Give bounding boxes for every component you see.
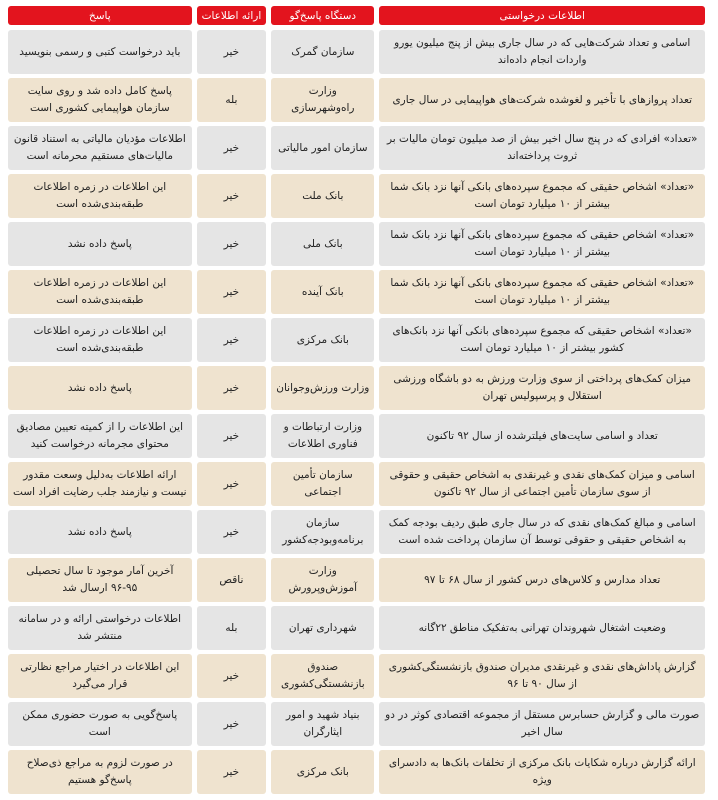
info-provided-cell: خیر (197, 126, 267, 170)
info-provided-cell: خیر (197, 174, 267, 218)
responding-body-cell: وزارت راه‌وشهرسازی (271, 78, 374, 122)
requested-info-cell: ارائه گزارش درباره شکایات بانک مرکزی از تخلفات بانک‌ها به دادسرای ویژه (379, 750, 705, 794)
info-provided-cell: خیر (197, 654, 267, 698)
info-provided-cell: ناقص (197, 558, 267, 602)
answer-cell: پاسخ داده نشد (8, 366, 192, 410)
responding-body-cell: سازمان تأمین اجتماعی (271, 462, 374, 506)
answer-cell: باید درخواست کتبی و رسمی بنویسید (8, 30, 192, 74)
requested-info-cell: «تعداد» افرادی که در پنج سال اخیر بیش از صد میلیون تومان مالیات بر ثروت پرداخته‌اند (379, 126, 705, 170)
info-provided-cell: بله (197, 78, 267, 122)
responding-body-cell: بانک مرکزی (271, 750, 374, 794)
info-provided-cell: خیر (197, 30, 267, 74)
info-provided-cell: خیر (197, 366, 267, 410)
info-provided-cell: خیر (197, 750, 267, 794)
table-row (8, 30, 705, 74)
table-row (8, 750, 705, 794)
answer-cell: اطلاعات درخواستی ارائه و در سامانه منتشر شد (8, 606, 192, 650)
answer-cell: در صورت لزوم به مراجع ذی‌صلاح پاسخ‌گو هستیم (8, 750, 192, 794)
responding-body-cell: بانک مرکزی (271, 318, 374, 362)
responding-body-cell: بانک آینده (271, 270, 374, 314)
table-header (8, 6, 705, 25)
responding-body-cell: شهرداری تهران (271, 606, 374, 650)
table-row (8, 174, 705, 218)
table-row (8, 510, 705, 554)
requested-info-cell: اسامی و مبالغ کمک‌های نقدی که در سال جاری طبق ردیف بودجه کمک به اشخاص حقیقی و حقوقی توسط آن سازمان پرداخت شده است (379, 510, 705, 554)
info-provided-cell: خیر (197, 414, 267, 458)
answer-cell: ارائه اطلاعات به‌دلیل وسعت مقدور نیست و نیازمند جلب رضایت افراد است (8, 462, 192, 506)
info-provided-cell: خیر (197, 702, 267, 746)
responding-body-cell: وزارت ورزش‌وجوانان (271, 366, 374, 410)
table-row (8, 414, 705, 458)
requested-info-cell: تعداد پروازهای با تأخیر و لغوشده شرکت‌های هواپیمایی در سال جاری (379, 78, 705, 122)
info-provided-cell: خیر (197, 222, 267, 266)
info-provided-cell: بله (197, 606, 267, 650)
responding-body-cell: سازمان گمرک (271, 30, 374, 74)
answer-cell: این اطلاعات در اختیار مراجع نظارتی قرار می‌گیرد (8, 654, 192, 698)
responding-body-cell: بانک ملت (271, 174, 374, 218)
table-row (8, 78, 705, 122)
requested-info-cell: وضعیت اشتغال شهروندان تهرانی به‌تفکیک مناطق ۲۲گانه (379, 606, 705, 650)
answer-cell: پاسخ کامل داده شد و روی سایت سازمان هواپیمایی کشوری است (8, 78, 192, 122)
info-provided-cell: خیر (197, 270, 267, 314)
answer-cell: این اطلاعات در زمره اطلاعات طبقه‌بندی‌شده است (8, 270, 192, 314)
table-row (8, 270, 705, 314)
table-row (8, 702, 705, 746)
answer-cell: این اطلاعات در زمره اطلاعات طبقه‌بندی‌شده است (8, 318, 192, 362)
table-row (8, 126, 705, 170)
requested-info-cell: صورت مالی و گزارش حسابرس مستقل از مجموعه اقتصادی کوثر در دو سال اخیر (379, 702, 705, 746)
table-row (8, 606, 705, 650)
responding-body-cell: وزارت آموزش‌وپرورش (271, 558, 374, 602)
requested-info-cell: تعداد و اسامی سایت‌های فیلترشده از سال ۹۲ تاکنون (379, 414, 705, 458)
header-info-provided: ارائه اطلاعات (197, 6, 266, 25)
responding-body-cell: صندوق بازنشستگی‌کشوری (271, 654, 374, 698)
requested-info-cell: «تعداد» اشخاص حقیقی که مجموع سپرده‌های بانکی آنها نزد بانک‌های کشور بیشتر از ۱۰ میلیارد تومان است (379, 318, 705, 362)
table-row (8, 318, 705, 362)
table-row (8, 558, 705, 602)
responding-body-cell: سازمان برنامه‌وبودجه‌کشور (271, 510, 374, 554)
requested-info-cell: میزان کمک‌های پرداختی از سوی وزارت ورزش به دو باشگاه ورزشی استقلال و پرسپولیس تهران (379, 366, 705, 410)
answer-cell: پاسخ داده نشد (8, 222, 192, 266)
table-row (8, 462, 705, 506)
responding-body-cell: سازمان امور مالیاتی (271, 126, 374, 170)
requested-info-cell: «تعداد» اشخاص حقیقی که مجموع سپرده‌های بانکی آنها نزد بانک شما بیشتر از ۱۰ میلیارد تومان است (379, 174, 705, 218)
answer-cell: این اطلاعات را از کمیته تعیین مصادیق محتوای مجرمانه درخواست کنید (8, 414, 192, 458)
answer-cell: آخرین آمار موجود تا سال تحصیلی ۹۵-۹۶ ارسال شد (8, 558, 192, 602)
header-answer: پاسخ (8, 6, 192, 25)
requested-info-cell: گزارش پاداش‌های نقدی و غیرنقدی مدیران صندوق بازنشستگی‌کشوری از سال ۹۰ تا ۹۶ (379, 654, 705, 698)
answer-cell: پاسخ‌گویی به صورت حضوری ممکن است (8, 702, 192, 746)
requested-info-cell: اسامی و میزان کمک‌های نقدی و غیرنقدی به اشخاص حقیقی و حقوقی از سوی سازمان تأمین اجتماعی از سال ۹۲ تاکنون (379, 462, 705, 506)
answer-cell: اطلاعات مؤدیان مالیاتی به استناد قانون مالیات‌های مستقیم محرمانه است (8, 126, 192, 170)
header-requested-info: اطلاعات درخواستی (379, 6, 705, 25)
requested-info-cell: «تعداد» اشخاص حقیقی که مجموع سپرده‌های بانکی آنها نزد بانک شما بیشتر از ۱۰ میلیارد تومان است (379, 270, 705, 314)
info-provided-cell: خیر (197, 318, 267, 362)
info-provided-cell: خیر (197, 462, 267, 506)
info-provided-cell: خیر (197, 510, 267, 554)
responding-body-cell: بنیاد شهید و امور ایثارگران (271, 702, 374, 746)
table-row (8, 222, 705, 266)
requested-info-cell: اسامی و تعداد شرکت‌هایی که در سال جاری بیش از پنج میلیون یورو واردات انجام داده‌اند (379, 30, 705, 74)
table-row (8, 654, 705, 698)
responding-body-cell: بانک ملی (271, 222, 374, 266)
table-row (8, 366, 705, 410)
requested-info-cell: «تعداد» اشخاص حقیقی که مجموع سپرده‌های بانکی آنها نزد بانک شما بیشتر از ۱۰ میلیارد تومان است (379, 222, 705, 266)
answer-cell: پاسخ داده نشد (8, 510, 192, 554)
information-request-table (8, 6, 705, 798)
requested-info-cell: تعداد مدارس و کلاس‌های درس کشور از سال ۶۸ تا ۹۷ (379, 558, 705, 602)
header-responding-body: دستگاه پاسخ‌گو (271, 6, 374, 25)
responding-body-cell: وزارت ارتباطات و فناوری اطلاعات (271, 414, 374, 458)
answer-cell: این اطلاعات در زمره اطلاعات طبقه‌بندی‌شده است (8, 174, 192, 218)
